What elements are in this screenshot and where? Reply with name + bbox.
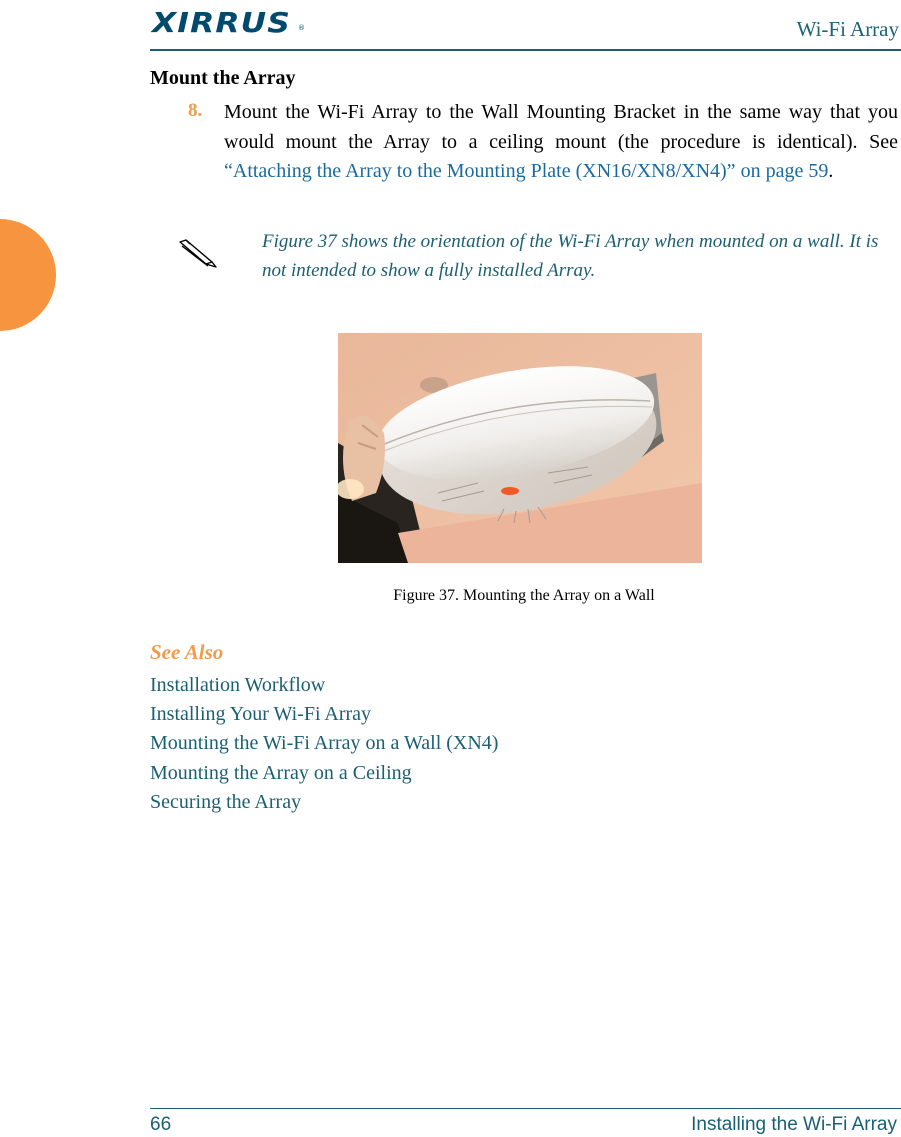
figure-caption: Figure 37. Mounting the Array on a Wall — [393, 587, 655, 604]
see-also-link-mounting-ceiling[interactable]: Mounting the Array on a Ceiling — [150, 761, 412, 784]
step-text-body: Mount the Wi-Fi Array to the Wall Mounting Bracket in the same way that you would mount the Array to a ceiling mount (the procedure is identical). See — [224, 101, 898, 153]
note-text: Figure 37 shows the orientation of the Wi-Fi Array when mounted on a wall. It is not intended to show a fully installed Array. — [262, 231, 879, 281]
pencil-note-icon — [176, 238, 218, 268]
see-also-link-mounting-wall-xn4[interactable]: Mounting the Wi-Fi Array on a Wall (XN4) — [150, 732, 499, 755]
step-text — [224, 98, 898, 187]
footer-divider — [150, 1108, 901, 1109]
header-divider — [150, 49, 901, 51]
figure-photo-array-on-wall — [338, 333, 702, 563]
see-also-link-installation-workflow[interactable]: Installation Workflow — [150, 674, 326, 696]
logo-wordmark: XIRRUS — [152, 6, 291, 39]
see-also-heading: See Also — [150, 640, 224, 664]
step-number: 8. — [188, 100, 203, 121]
page-number: 66 — [150, 1114, 172, 1135]
photo-illustration — [338, 333, 702, 563]
chapter-tab-marker — [0, 219, 56, 331]
footer-section-title: Installing the Wi-Fi Array — [691, 1114, 897, 1135]
see-also-link-securing-array[interactable]: Securing the Array — [150, 790, 302, 813]
see-also-list — [150, 671, 498, 817]
see-also-link-installing-array[interactable]: Installing Your Wi-Fi Array — [150, 703, 372, 726]
brand-logo — [152, 6, 305, 40]
registered-mark: ® — [298, 24, 306, 32]
running-header-title: Wi-Fi Array — [796, 17, 899, 41]
section-heading: Mount the Array — [150, 67, 296, 89]
step-text-end: . — [828, 160, 834, 182]
cross-reference-link[interactable]: “Attaching the Array to the Mounting Plate (XN16/XN8/XN4)” on page 59 — [224, 160, 829, 182]
